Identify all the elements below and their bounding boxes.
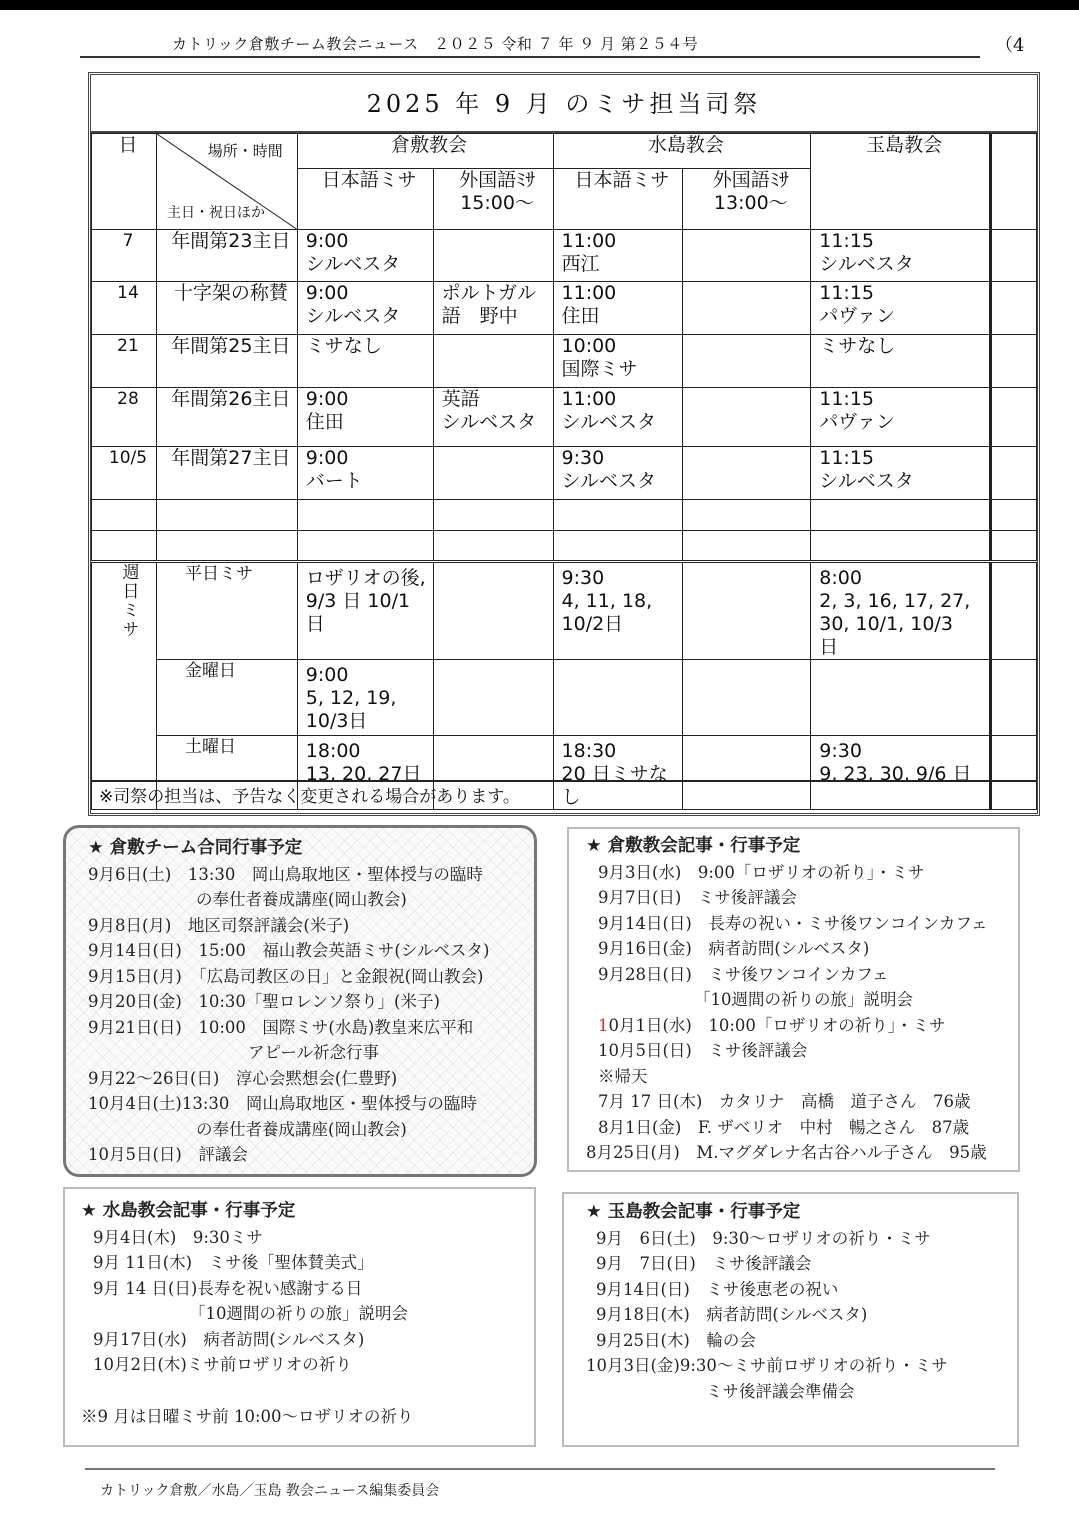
tamashima-events-box <box>562 1192 1019 1447</box>
kurashiki-jp-cell <box>297 282 433 335</box>
mizushima-events-box <box>63 1187 536 1447</box>
event-line: 9月7日(日) ミサ後評議会 <box>598 888 797 907</box>
kurashiki-foreign-cell-line1: ポルトガル <box>441 282 537 304</box>
mass-schedule <box>88 72 1040 816</box>
event-line: 9月14日(日) 長寿の祝い・ミサ後ワンコインカフェ <box>598 913 988 933</box>
kurashiki-weekday-cell-line: 9/3 日 10/1 日 <box>305 590 411 635</box>
mizushima-jp-cell <box>553 335 683 388</box>
event-line: 10月4日(土)13:30 岡山鳥取地区・聖体授与の臨時 <box>88 1094 477 1113</box>
kurashiki-weekday-cell <box>297 660 433 736</box>
mizushima-jp-cell-line1: 9:30 <box>561 447 605 469</box>
kurashiki-jp-cell-line1: 9:00 <box>305 282 349 304</box>
liturgy-cell: 十字架の称賛 <box>156 282 297 335</box>
team-events-box <box>63 825 537 1177</box>
mizushima-jp-cell <box>553 388 683 447</box>
tamashima-weekday-cell <box>811 562 991 660</box>
extra-cell <box>991 388 1037 447</box>
kurashiki-jp-header: 日本語ミサ <box>297 169 433 230</box>
kurashiki-foreign-cell-line2: シルベスタ <box>441 411 537 433</box>
extra-cell <box>991 660 1037 736</box>
mizushima-weekday-cell <box>553 660 683 736</box>
tamashima-events-title: ★ 玉島教会記事・行事予定 <box>586 1202 801 1222</box>
event-line: 9月 11日(木) ミサ後「聖体賛美式」 <box>93 1253 374 1272</box>
tamashima-cell-line2: パヴァン <box>819 411 896 433</box>
tamashima-weekday-cell-line: 30, 10/1, 10/3 <box>819 613 953 635</box>
kurashiki-jp-cell-line2: バート <box>305 470 363 492</box>
sunday-row <box>92 388 1037 447</box>
liturgy-cell: 年間第25主日 <box>156 335 297 388</box>
kurashiki-jp-cell-line2: シルベスタ <box>305 253 401 275</box>
event-line: 9月 6日(土) 9:30～ロザリオの祈り・ミサ <box>596 1228 931 1248</box>
tamashima-cell-line2: シルベスタ <box>819 253 914 275</box>
diagonal-header <box>156 134 297 230</box>
sunday-row <box>92 282 1037 335</box>
kurashiki-jp-cell <box>297 335 433 388</box>
kurashiki-foreign-weekday-cell <box>433 660 553 736</box>
event-line: の奉仕者養成講座(岡山教会) <box>196 1119 407 1139</box>
mizushima-weekday-cell <box>553 562 683 660</box>
kurashiki-events-box <box>567 827 1020 1172</box>
mizushima-foreign-weekday-cell <box>683 562 811 660</box>
event-line: 9月14日(日) 15:00 福山教会英語ミサ(シルベスタ) <box>88 941 490 960</box>
mizushima-jp-cell <box>553 230 683 282</box>
weekday-row <box>92 660 1037 736</box>
liturgy-cell: 年間第26主日 <box>156 388 297 447</box>
kurashiki-weekday-cell <box>297 562 433 660</box>
event-line: 9月 7日(日) ミサ後評議会 <box>596 1254 812 1273</box>
col-day-header: 日 <box>92 134 157 230</box>
extra-col <box>991 134 1037 230</box>
tamashima-weekday-cell <box>811 660 991 736</box>
kurashiki-foreign-cell <box>433 447 553 500</box>
mizushima-jp-cell-line2: 西江 <box>561 253 600 275</box>
mizushima-foreign-cell <box>683 447 811 500</box>
mizushima-jp-cell <box>553 282 683 335</box>
event-line: ミサ後評議会準備会 <box>706 1381 855 1401</box>
mizushima-foreign-cell <box>683 230 811 282</box>
mizushima-jp-cell-line2: 住田 <box>561 305 600 327</box>
mizushima-jp-cell-line2: シルベスタ <box>561 411 657 433</box>
mizushima-jp-cell-line1: 11:00 <box>561 282 617 304</box>
tamashima-cell-line1: 11:15 <box>819 388 875 410</box>
event-line: アピール祈念行事 <box>248 1043 380 1062</box>
kurashiki-jp-cell-line1: ミサなし <box>305 335 382 357</box>
newsletter-header <box>80 30 980 58</box>
top-black-bar <box>0 0 1079 10</box>
foreign-time: 15:00～ <box>460 192 534 214</box>
weekday-label-cell <box>92 562 157 810</box>
extra-cell <box>991 282 1037 335</box>
event-line: ※帰天 <box>598 1066 648 1086</box>
event-line: 9月16日(金) 病者訪問(シルベスタ) <box>598 939 870 958</box>
event-line: 9月20日(金) 10:30「聖ロレンソ祭り」(米子) <box>88 992 440 1011</box>
day-cell: 14 <box>92 282 157 335</box>
tamashima-weekday-cell-line: 9, 23, 30, 9/6 日 <box>819 763 972 785</box>
event-line-rest: 0月1日(水) 10:00「ロザリオの祈り」・ミサ <box>608 1015 946 1035</box>
kurashiki-header: 倉敷教会 <box>297 134 553 169</box>
foreign-label: 外国語ﾐｻ <box>459 169 536 191</box>
extra-cell <box>991 335 1037 388</box>
day-cell: 7 <box>92 230 157 282</box>
event-line: 「10週間の祈りの旅」説明会 <box>189 1304 408 1323</box>
tamashima-cell-line2: パヴァン <box>819 305 896 327</box>
kurashiki-foreign-cell <box>433 282 553 335</box>
mizushima-jp-cell <box>553 447 683 500</box>
tamashima-weekday-cell-line: 2, 3, 16, 17, 27, <box>819 590 971 612</box>
mizushima-header: 水島教会 <box>553 134 811 169</box>
event-line: 10月5日(日) ミサ後評議会 <box>598 1041 808 1060</box>
sunday-row <box>92 335 1037 388</box>
kurashiki-jp-cell-line2: シルベスタ <box>305 305 401 327</box>
kurashiki-foreign-weekday-cell <box>433 562 553 660</box>
mizushima-jp-header: 日本語ミサ <box>553 169 683 230</box>
diag-bottom-label: 主日・祝日ほか <box>166 205 265 221</box>
kurashiki-jp-cell-line1: 9:00 <box>305 388 349 410</box>
weekday-row <box>92 562 1037 660</box>
mizushima-weekday-cell-line: 20 日ミサなし <box>561 763 668 808</box>
sunday-row <box>92 447 1037 500</box>
foreign-time: 13:00～ <box>713 192 788 214</box>
mizushima-foreign-cell <box>683 388 811 447</box>
tamashima-cell-line1: 11:15 <box>819 447 875 469</box>
event-line: 9月4日(木) 9:30ミサ <box>93 1227 263 1247</box>
kurashiki-weekday-cell-line: 5, 12, 19, <box>305 687 397 709</box>
mizushima-foreign-cell <box>683 282 811 335</box>
extra-cell <box>991 562 1037 660</box>
event-line: 9月18日(木) 病者訪問(シルベスタ) <box>596 1305 868 1324</box>
tamashima-cell <box>811 282 991 335</box>
kurashiki-foreign-cell <box>433 335 553 388</box>
event-line: 「10週間の祈りの旅」説明会 <box>694 990 913 1009</box>
event-line: 8月1日(金) F. ザベリオ 中村 暢之さん 87歳 <box>598 1117 970 1137</box>
day-cell: 21 <box>92 335 157 388</box>
diag-top-label: 場所・時間 <box>207 142 283 160</box>
foreign-label: 外国語ﾐｻ <box>712 169 789 191</box>
kurashiki-foreign-cell-line1: 英語 <box>441 388 480 410</box>
weekday-name-cell: 金曜日 <box>156 660 297 736</box>
kurashiki-weekday-cell-line: 10/3日 <box>305 710 368 732</box>
highlight-digit: 1 <box>598 1015 609 1035</box>
kurashiki-events-title: ★ 倉敷教会記事・行事予定 <box>586 836 801 856</box>
weekday-name-cell: 土曜日 <box>156 736 297 810</box>
event-line: 9月25日(木) 輪の会 <box>596 1330 756 1350</box>
tamashima-weekday-cell-line: 9:30 <box>819 740 862 762</box>
page-number: （4 <box>995 35 1025 56</box>
kurashiki-weekday-cell-line: 9:00 <box>305 664 349 686</box>
mizushima-foreign-weekday-cell <box>683 660 811 736</box>
tamashima-header: 玉島教会 <box>811 134 991 230</box>
tamashima-weekday-cell-line: 日 <box>819 636 839 658</box>
tamashima-cell <box>811 230 991 282</box>
tamashima-cell <box>811 388 991 447</box>
schedule-note: ※司祭の担当は、予告なく変更される場合があります。 <box>91 780 1037 813</box>
footer-divider <box>85 1468 995 1470</box>
sunday-row <box>92 230 1037 282</box>
event-line: 10月5日(日) 評議会 <box>88 1145 248 1164</box>
event-line: 8月25日(月) M.マグダレナ名古谷ハル子さん 95歳 <box>586 1143 987 1162</box>
mizushima-weekday-cell-line: 18:30 <box>561 740 617 762</box>
event-line: 9月8日(月) 地区司祭評議会(米子) <box>88 915 350 935</box>
mizushima-weekday-cell-line: 10/2日 <box>561 613 624 635</box>
schedule-title: 2025 年 9 月 のミサ担当司祭 <box>91 75 1037 133</box>
tamashima-cell-line1: ミサなし <box>819 335 896 357</box>
event-line: 10月2日(木)ミサ前ロザリオの祈り <box>93 1355 352 1374</box>
event-line: 7月 17 日(木) カタリナ 高橋 道子さん 76歳 <box>598 1092 971 1111</box>
mizushima-foreign-header <box>683 169 811 230</box>
event-line: 9月14日(日) ミサ後恵老の祝い <box>596 1279 839 1299</box>
liturgy-cell: 年間第27主日 <box>156 447 297 500</box>
mizushima-weekday-cell-line: 4, 11, 18, <box>561 590 653 612</box>
event-line: 9月21日(日) 10:00 国際ミサ(水島)教皇来広平和 <box>88 1017 474 1037</box>
event-line: 9月 14 日(日)長寿を祝い感謝する日 <box>93 1278 363 1298</box>
event-line: 9月17日(水) 病者訪問(シルベスタ) <box>93 1329 365 1349</box>
kurashiki-foreign-cell-line2: 語 野中 <box>441 305 518 327</box>
tamashima-cell <box>811 335 991 388</box>
mizushima-note: ※9 月は日曜ミサ前 10:00～ロザリオの祈り <box>81 1406 414 1426</box>
kurashiki-jp-cell-line1: 9:00 <box>305 230 349 252</box>
kurashiki-jp-cell <box>297 447 433 500</box>
kurashiki-weekday-cell-line: 18:00 <box>305 740 361 762</box>
mizushima-jp-cell-line2: 国際ミサ <box>561 358 638 380</box>
weekday-label: 週日ミサ <box>118 563 139 639</box>
kurashiki-weekday-cell-line: 13, 20, 27日 <box>305 763 422 785</box>
kurashiki-jp-cell-line1: 9:00 <box>305 447 349 469</box>
mizushima-jp-cell-line2: シルベスタ <box>561 470 657 492</box>
schedule-table <box>91 133 1037 810</box>
tamashima-cell-line2: シルベスタ <box>819 470 914 492</box>
kurashiki-jp-cell <box>297 388 433 447</box>
tamashima-weekday-cell-line: 8:00 <box>819 567 862 589</box>
event-line: 10月3日(金)9:30～ミサ前ロザリオの祈り・ミサ <box>586 1356 948 1375</box>
extra-cell <box>991 447 1037 500</box>
tamashima-cell <box>811 447 991 500</box>
weekday-name-cell: 平日ミサ <box>156 562 297 660</box>
mizushima-foreign-cell <box>683 335 811 388</box>
kurashiki-weekday-cell-line: ロザリオの後, <box>305 567 426 589</box>
mizushima-jp-cell-line1: 11:00 <box>561 230 617 252</box>
kurashiki-foreign-cell <box>433 388 553 447</box>
event-line <box>586 1013 1018 1039</box>
extra-cell <box>991 230 1037 282</box>
kurashiki-foreign-cell <box>433 230 553 282</box>
event-line: 9月15日(月) 「広島司教区の日」と金銀祝(岡山教会) <box>88 966 484 986</box>
day-cell: 28 <box>92 388 157 447</box>
mizushima-weekday-cell-line: 9:30 <box>561 567 605 589</box>
kurashiki-jp-cell-line2: 住田 <box>305 411 344 433</box>
day-cell: 10/5 <box>92 447 157 500</box>
footer-credit: カトリック倉敷／水島／玉島 教会ニュース編集委員会 <box>100 1483 440 1499</box>
team-events-title: ★ 倉敷チーム合同行事予定 <box>88 838 303 858</box>
tamashima-cell-line1: 11:15 <box>819 230 875 252</box>
tamashima-cell-line1: 11:15 <box>819 282 875 304</box>
event-line: 9月22～26日(日) 淳心会黙想会(仁豊野) <box>88 1068 398 1088</box>
newsletter-title: カトリック倉敷チーム教会ニュース ２０２５ 令和 ７ 年 ９ 月 第２５４号 <box>172 35 699 53</box>
event-line: 9月6日(土) 13:30 岡山鳥取地区・聖体授与の臨時 <box>88 864 483 884</box>
event-line: 9月28日(日) ミサ後ワンコインカフェ <box>598 964 889 984</box>
event-line: 9月3日(水) 9:00「ロザリオの祈り」・ミサ <box>598 862 925 882</box>
mizushima-events-title: ★ 水島教会記事・行事予定 <box>81 1201 296 1221</box>
mizushima-jp-cell-line1: 10:00 <box>561 335 617 357</box>
liturgy-cell: 年間第23主日 <box>156 230 297 282</box>
kurashiki-jp-cell <box>297 230 433 282</box>
event-line: の奉仕者養成講座(岡山教会) <box>196 890 407 909</box>
mizushima-jp-cell-line1: 11:00 <box>561 388 617 410</box>
kurashiki-foreign-header <box>433 169 553 230</box>
